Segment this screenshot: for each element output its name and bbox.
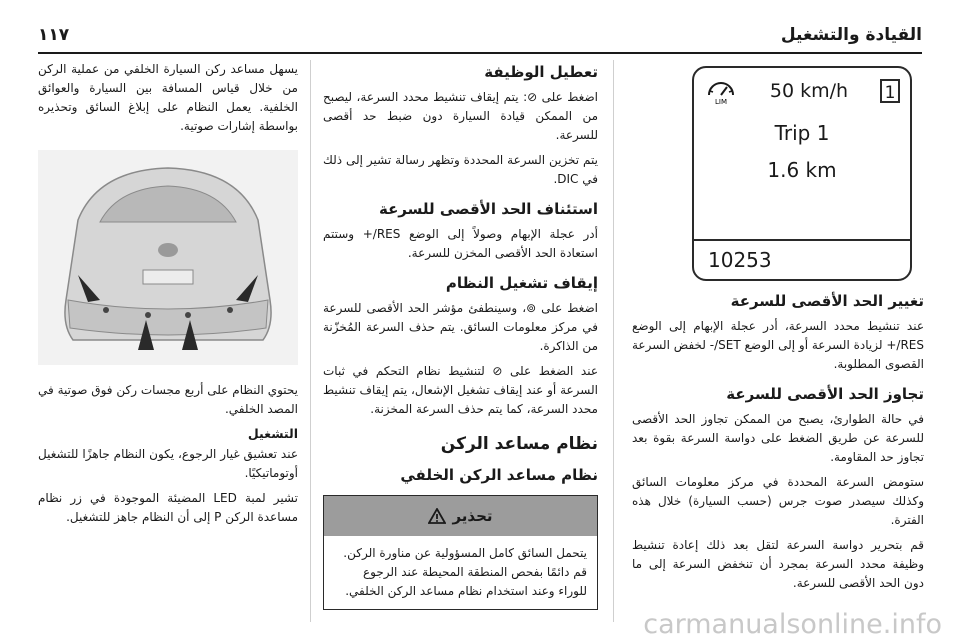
- page-number: ١١٧: [38, 25, 70, 45]
- system-off-heading: إيقاف تشغيل النظام: [445, 274, 598, 292]
- dic-trip-label: Trip 1: [774, 121, 830, 145]
- car-rear-sensors-illustration: [38, 150, 298, 365]
- exceed-limit-text-1: في حالة الطوارئ، يصبح من الممكن تجاوز الحد الأقصى للسرعة عن طريق الضغط على دواسة السرعة بقوة بعد تجاوز حد المقاومة.: [632, 412, 924, 464]
- dic-page-box: 1: [880, 79, 900, 103]
- page-header: [38, 22, 922, 48]
- dic-display-figure: [692, 66, 912, 281]
- speed-limiter-icon: [704, 77, 738, 105]
- exceed-limit-heading: تجاوز الحد الأقصى للسرعة: [726, 385, 924, 403]
- resume-text: أدر عجلة الإبهام وصولاً إلى الوضع RES/+ وستتم استعادة الحد الأقصى المخزن للسرعة.: [323, 227, 598, 260]
- warning-triangle-icon: [428, 508, 446, 524]
- led-text: تشير لمبة LED المضيئة الموجودة في زر نظام مساعدة الركن P إلى أن النظام جاهز للتشغيل.: [38, 491, 298, 524]
- warning-text: يتحمل السائق كامل المسؤولية عن مناورة الركن. قم دائمًا بفحص المنطقة المحيطة عند الرجوع للوراء وعند استخدام نظام مساعد الركن الخلفي.: [343, 546, 587, 598]
- parking-assist-heading: نظام مساعد الركن: [440, 434, 598, 454]
- resume-heading: استئناف الحد الأقصى للسرعة: [378, 200, 598, 218]
- exceed-limit-text-2: ستومض السرعة المحددة في مركز معلومات السائق وكذلك سيصدر صوت جرس (حسب السيارة) خلال هذه الفترة.: [632, 475, 924, 527]
- lim-label: LIM: [714, 98, 728, 105]
- system-off-text-1: اضغط على ⊚، وسينطفئ مؤشر الحد الأقصى للسرعة في مركز معلومات السائق. يتم حذف السرعة المُخزّنة من الذاكرة.: [323, 301, 598, 353]
- rear-parking-assist-heading: نظام مساعد الركن الخلفي: [400, 466, 598, 484]
- header-rule: [38, 52, 922, 54]
- parking-intro-text: يسهل مساعد ركن السيارة الخلفي من عملية الركن من خلال قياس المسافة بين السيارة والعوائق الخلفية. يعمل النظام على إبلاغ السائق وتحذيره بواسطة إشارات صوتية.: [38, 62, 298, 133]
- disable-heading: تعطيل الوظيفة: [484, 63, 598, 81]
- operation-heading: التشغيل: [247, 426, 298, 441]
- column-divider: [613, 60, 614, 622]
- dic-distance-value: 1.6 km: [767, 158, 837, 182]
- column-divider: [310, 60, 311, 622]
- dic-odometer: 10253: [694, 239, 910, 279]
- warning-box: [323, 495, 598, 610]
- warning-header: [324, 496, 597, 536]
- disable-text-2: يتم تخزين السرعة المحددة وتظهر رسالة تشير إلى ذلك في DIC.: [323, 153, 598, 186]
- disable-text-1: اضغط على ⊘: يتم إيقاف تنشيط محدد السرعة، ليصبح من الممكن قيادة السيارة دون ضبط حد أقصى للسرعة.: [323, 90, 598, 142]
- column-middle: [323, 60, 598, 622]
- chapter-title: القيادة والتشغيل: [780, 25, 922, 45]
- dic-speed-value: 50 km/h: [769, 79, 849, 102]
- change-limit-heading: تغيير الحد الأقصى للسرعة: [730, 292, 924, 310]
- exceed-limit-text-3: قم بتحرير دواسة السرعة لتقل بعد ذلك إعادة تنشيط وظيفة محدد السرعة بمجرد أن تنخفض السرعة إلى ما دون الحد الأقصى للسرعة.: [632, 538, 924, 590]
- warning-title: تحذير: [452, 506, 493, 525]
- column-right: [632, 60, 924, 622]
- sensors-text: يحتوي النظام على أربع مجسات ركن فوق صوتية في المصد الخلفي.: [38, 383, 298, 416]
- system-off-text-2: عند الضغط على ⊘ لتنشيط نظام التحكم في ثبات السرعة أو عند إيقاف تشغيل الإشعال، يتم إيقاف تنشيط محدد السرعة، كما يتم حذف السرعة المخزنة.: [323, 364, 598, 416]
- dic-top-row: [704, 76, 900, 106]
- operation-text: عند تعشيق غيار الرجوع، يكون النظام جاهزًا للتشغيل أوتوماتيكيًا.: [38, 447, 298, 480]
- watermark: carmanualsonline.info: [643, 609, 942, 640]
- change-limit-text: عند تنشيط محدد السرعة، أدر عجلة الإبهام إلى الوضع RES/+ لزيادة السرعة أو إلى الوضع SET/- لخفض السرعة القصوى المطلوبة.: [632, 319, 924, 371]
- column-left: [38, 60, 298, 622]
